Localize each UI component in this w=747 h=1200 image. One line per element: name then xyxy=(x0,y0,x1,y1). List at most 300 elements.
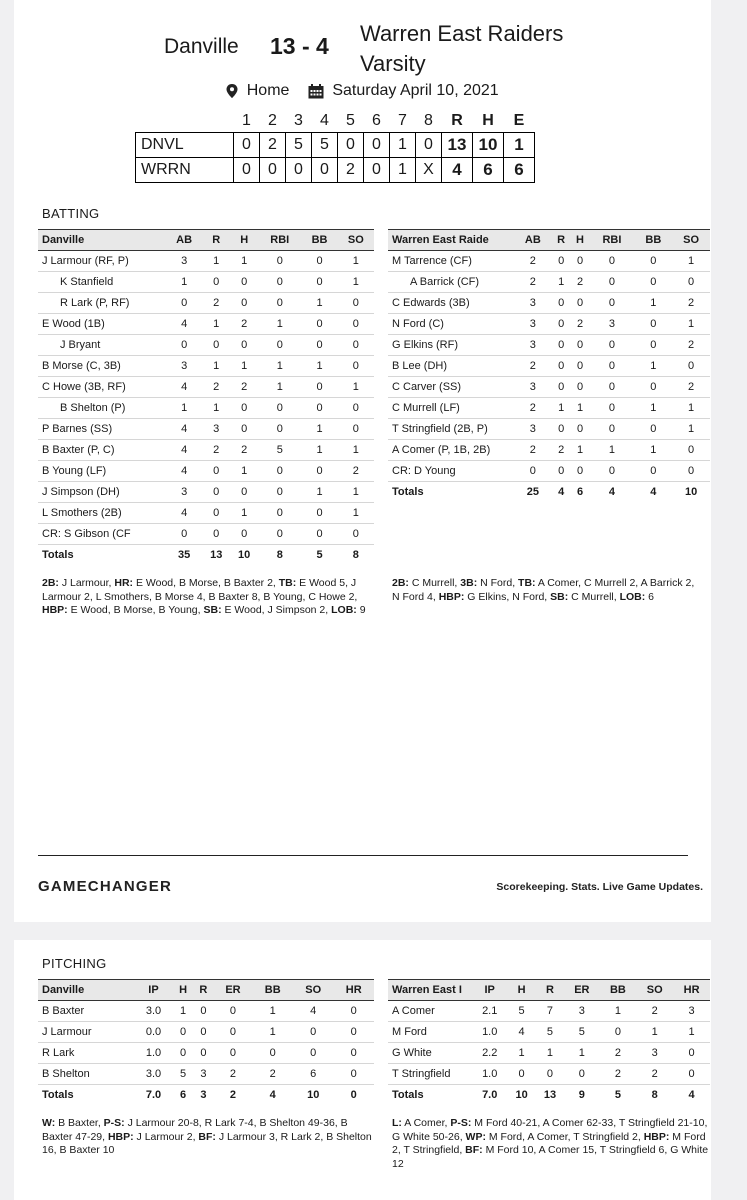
total-cell: 10 xyxy=(672,482,710,503)
stat-column-header: H xyxy=(173,980,193,1001)
player-name: B Lee (DH) xyxy=(388,356,514,377)
stat-cell: 1.0 xyxy=(134,1043,173,1064)
stat-cell: 4 xyxy=(293,1001,334,1022)
stat-column-header: H xyxy=(507,980,535,1001)
stat-cell: 1 xyxy=(589,440,634,461)
stat-cell: 1 xyxy=(301,440,337,461)
away-team-name xyxy=(360,19,660,79)
total-cell: 8 xyxy=(258,545,301,566)
stat-cell: 1 xyxy=(338,251,374,272)
inning-runs: 0 xyxy=(312,157,338,182)
stat-cell: 0 xyxy=(589,377,634,398)
player-row xyxy=(38,1064,374,1085)
note-text: N Ford, xyxy=(477,577,519,589)
table-header-row xyxy=(388,980,710,1001)
stat-cell: 1 xyxy=(672,314,710,335)
stat-column-header: H xyxy=(230,230,258,251)
stat-cell: 0 xyxy=(193,1001,213,1022)
stat-column-header: IP xyxy=(134,980,173,1001)
player-row xyxy=(38,356,374,377)
stat-cell: 0 xyxy=(589,398,634,419)
stat-cell: 0 xyxy=(634,377,672,398)
stat-cell: 2 xyxy=(514,356,552,377)
stat-cell: 1 xyxy=(230,461,258,482)
table-header-row xyxy=(38,980,374,1001)
note-text: M Ford, A Comer, T Stringfield 2, xyxy=(485,1130,644,1143)
stat-column-header: SO xyxy=(293,980,334,1001)
stat-cell: 0 xyxy=(333,1043,374,1064)
note-label: LOB: xyxy=(619,590,646,603)
player-name: C Edwards (3B) xyxy=(388,293,514,314)
table-header-row xyxy=(38,230,374,251)
stat-cell: 0 xyxy=(634,251,672,272)
player-name: A Comer (P, 1B, 2B) xyxy=(388,440,514,461)
stat-cell: 5 xyxy=(564,1022,599,1043)
stat-cell: 3 xyxy=(202,419,230,440)
totals-label: Totals xyxy=(388,1085,472,1106)
player-row xyxy=(388,398,710,419)
stat-cell: 4 xyxy=(166,440,202,461)
hits-header: H xyxy=(482,111,494,129)
stat-cell: 1 xyxy=(166,272,202,293)
linescore-team: WRRN xyxy=(136,157,234,182)
stat-cell: 0 xyxy=(634,314,672,335)
stat-cell: 0 xyxy=(634,419,672,440)
stat-cell: 0 xyxy=(673,1043,710,1064)
linescore-header-row xyxy=(136,110,535,132)
total-errors: 1 xyxy=(504,132,535,157)
player-row xyxy=(38,461,374,482)
stat-cell: 5 xyxy=(258,440,301,461)
stat-cell: 2 xyxy=(600,1043,637,1064)
runs-header: R xyxy=(451,111,463,129)
total-cell: 13 xyxy=(536,1085,564,1106)
stat-cell: 1 xyxy=(338,272,374,293)
stat-cell: 0.0 xyxy=(134,1022,173,1043)
stat-cell: 1 xyxy=(301,482,337,503)
inning-header: 7 xyxy=(398,111,407,129)
stat-cell: 4 xyxy=(166,461,202,482)
away-pitching-table xyxy=(388,979,710,1106)
stat-cell: 2 xyxy=(514,398,552,419)
stat-cell: 0 xyxy=(202,335,230,356)
stat-cell: 1 xyxy=(301,293,337,314)
stat-column-header: AB xyxy=(514,230,552,251)
stat-cell: 0 xyxy=(293,1043,334,1064)
footer-divider xyxy=(38,855,688,856)
note-text: 6 xyxy=(645,590,655,603)
totals-row xyxy=(388,482,710,503)
inning-header: 5 xyxy=(346,111,355,129)
home-batting-table xyxy=(38,229,374,566)
inning-runs: 5 xyxy=(312,132,338,157)
inning-runs: 1 xyxy=(390,157,416,182)
player-row xyxy=(388,293,710,314)
stat-cell: 0 xyxy=(673,1064,710,1085)
away-team-name-line2: Varsity xyxy=(360,51,426,76)
inning-header: 3 xyxy=(294,111,303,129)
player-row xyxy=(38,524,374,545)
inning-runs: 0 xyxy=(338,132,364,157)
stat-cell: 2 xyxy=(214,1064,253,1085)
player-name: B Baxter (P, C) xyxy=(38,440,166,461)
stat-cell: 0 xyxy=(338,524,374,545)
inning-header: 4 xyxy=(320,111,329,129)
stat-cell: 2 xyxy=(571,272,590,293)
stat-cell: 4 xyxy=(166,314,202,335)
stat-cell: 1 xyxy=(564,1043,599,1064)
stat-cell: 0 xyxy=(571,293,590,314)
player-row xyxy=(38,419,374,440)
total-cell: 5 xyxy=(301,545,337,566)
player-row xyxy=(388,272,710,293)
stat-cell: 0 xyxy=(552,251,571,272)
totals-label: Totals xyxy=(38,545,166,566)
stat-cell: 2 xyxy=(636,1064,673,1085)
totals-row xyxy=(38,545,374,566)
stat-cell: 0 xyxy=(672,272,710,293)
total-cell: 9 xyxy=(564,1085,599,1106)
stat-cell: 0 xyxy=(552,356,571,377)
stat-cell: 0 xyxy=(258,461,301,482)
stat-cell: 0 xyxy=(589,356,634,377)
player-name: B Morse (C, 3B) xyxy=(38,356,166,377)
stat-cell: 3 xyxy=(166,482,202,503)
stat-cell: 1 xyxy=(252,1001,292,1022)
stat-cell: 0 xyxy=(564,1064,599,1085)
total-hits: 6 xyxy=(473,157,504,182)
total-cell: 25 xyxy=(514,482,552,503)
stat-cell: 0 xyxy=(230,419,258,440)
totals-row xyxy=(388,1085,710,1106)
player-row xyxy=(388,461,710,482)
total-cell: 6 xyxy=(571,482,590,503)
stat-cell: 0 xyxy=(634,272,672,293)
game-date: Saturday April 10, 2021 xyxy=(332,82,499,99)
stat-cell: 0 xyxy=(301,272,337,293)
stat-cell: 0 xyxy=(258,251,301,272)
note-label: HBP: xyxy=(107,1130,134,1143)
away-pitching-notes xyxy=(392,1117,710,1171)
player-row xyxy=(388,1064,710,1085)
stat-cell: 0 xyxy=(258,293,301,314)
stat-cell: 0 xyxy=(552,461,571,482)
stat-cell: 0 xyxy=(166,335,202,356)
stat-cell: 0 xyxy=(589,461,634,482)
stat-cell: 0 xyxy=(230,524,258,545)
total-cell: 13 xyxy=(202,545,230,566)
inning-runs: 0 xyxy=(364,132,390,157)
total-cell: 7.0 xyxy=(134,1085,173,1106)
game-info xyxy=(14,82,711,100)
inning-header: 2 xyxy=(268,111,277,129)
player-name: J Simpson (DH) xyxy=(38,482,166,503)
note-label: 3B: xyxy=(460,577,478,589)
stat-cell: 0 xyxy=(252,1043,292,1064)
stat-cell: 0 xyxy=(338,293,374,314)
stat-cell: 1 xyxy=(536,1043,564,1064)
inning-runs: 2 xyxy=(338,157,364,182)
stat-cell: 0 xyxy=(214,1043,253,1064)
stat-cell: 1 xyxy=(672,251,710,272)
stat-cell: 0 xyxy=(173,1022,193,1043)
stat-cell: 3 xyxy=(166,356,202,377)
stat-cell: 0 xyxy=(202,461,230,482)
total-cell: 8 xyxy=(338,545,374,566)
home-pitching-table xyxy=(38,979,374,1106)
note-text: C Murrell, xyxy=(408,577,461,589)
stat-column-header: SO xyxy=(338,230,374,251)
stat-cell: 2 xyxy=(672,377,710,398)
total-cell: 4 xyxy=(634,482,672,503)
player-name: T Stringfield (2B, P) xyxy=(388,419,514,440)
stat-cell: 1 xyxy=(338,377,374,398)
stat-cell: 2 xyxy=(230,440,258,461)
stat-cell: 0 xyxy=(258,524,301,545)
linescore-row-away xyxy=(136,157,535,182)
stat-cell: 6 xyxy=(293,1064,334,1085)
stat-cell: 0 xyxy=(338,356,374,377)
stat-cell: 1 xyxy=(202,251,230,272)
stat-cell: 0 xyxy=(258,482,301,503)
stat-cell: 0 xyxy=(301,335,337,356)
total-cell: 4 xyxy=(252,1085,292,1106)
stat-cell: 5 xyxy=(507,1001,535,1022)
player-name: R Lark (P, RF) xyxy=(38,293,166,314)
note-label: L: xyxy=(392,1117,402,1129)
player-row xyxy=(388,377,710,398)
player-row xyxy=(38,314,374,335)
note-text: M Ford 10, A Comer 15, T Stringfield 6, G White 12 xyxy=(392,1144,709,1170)
player-row xyxy=(388,251,710,272)
total-cell: 10 xyxy=(507,1085,535,1106)
stat-cell: 1 xyxy=(634,398,672,419)
note-text: C Murrell, xyxy=(568,590,620,603)
stat-cell: 0 xyxy=(672,440,710,461)
stat-cell: 3 xyxy=(514,314,552,335)
total-cell: 4 xyxy=(673,1085,710,1106)
stat-cell: 4 xyxy=(166,377,202,398)
note-label: TB: xyxy=(518,577,536,589)
stat-cell: 1 xyxy=(552,272,571,293)
total-cell: 5 xyxy=(600,1085,637,1106)
player-name: B Young (LF) xyxy=(38,461,166,482)
stat-cell: 2 xyxy=(230,377,258,398)
note-label: BF: xyxy=(198,1130,216,1143)
stat-cell: 1 xyxy=(202,398,230,419)
stat-cell: 0 xyxy=(173,1043,193,1064)
team-name-header: Warren East I xyxy=(388,980,472,1001)
stat-column-header: BB xyxy=(301,230,337,251)
note-text: J Larmour 20-8, R Lark 7-4, B Shelton 49-36, B Baxter 47-29, xyxy=(42,1117,348,1143)
stat-cell: 0 xyxy=(258,335,301,356)
stat-cell: 3 xyxy=(193,1064,213,1085)
total-errors: 6 xyxy=(504,157,535,182)
note-label: HR: xyxy=(114,577,134,589)
totals-label: Totals xyxy=(388,482,514,503)
player-row xyxy=(38,503,374,524)
stat-cell: 0 xyxy=(193,1043,213,1064)
total-cell: 7.0 xyxy=(472,1085,507,1106)
stat-column-header: SO xyxy=(636,980,673,1001)
stat-cell: 2 xyxy=(672,335,710,356)
stat-cell: 3 xyxy=(166,251,202,272)
stat-cell: 0 xyxy=(258,398,301,419)
note-text: J Larmour 3, R Lark 2, B Shelton 16, B Baxter 10 xyxy=(42,1130,372,1156)
player-name: M Tarrence (CF) xyxy=(388,251,514,272)
player-name: L Smothers (2B) xyxy=(38,503,166,524)
home-batting-notes xyxy=(42,577,372,618)
total-cell: 6 xyxy=(173,1085,193,1106)
stat-column-header: ER xyxy=(214,980,253,1001)
stat-cell: 0 xyxy=(258,503,301,524)
player-name: C Howe (3B, RF) xyxy=(38,377,166,398)
player-row xyxy=(38,1043,374,1064)
stat-cell: 2.1 xyxy=(472,1001,507,1022)
player-row xyxy=(388,1043,710,1064)
stat-cell: 0 xyxy=(552,335,571,356)
stat-cell: 1 xyxy=(258,377,301,398)
player-name: CR: S Gibson (CF xyxy=(38,524,166,545)
stat-cell: 0 xyxy=(507,1064,535,1085)
stat-cell: 3 xyxy=(636,1043,673,1064)
player-row xyxy=(388,419,710,440)
stat-cell: 0 xyxy=(230,398,258,419)
player-name: K Stanfield xyxy=(38,272,166,293)
home-team-name: Danville xyxy=(164,35,239,58)
player-name: A Comer xyxy=(388,1001,472,1022)
stat-cell: 2 xyxy=(672,293,710,314)
player-name: T Stringfield xyxy=(388,1064,472,1085)
stat-cell: 0 xyxy=(301,398,337,419)
stat-cell: 0 xyxy=(589,293,634,314)
stat-cell: 1 xyxy=(301,419,337,440)
stat-cell: 2 xyxy=(514,272,552,293)
stat-cell: 0 xyxy=(536,1064,564,1085)
total-cell: 4 xyxy=(552,482,571,503)
stat-cell: 2 xyxy=(338,461,374,482)
note-label: 2B: xyxy=(392,577,409,589)
stat-cell: 0 xyxy=(193,1022,213,1043)
stat-cell: 0 xyxy=(600,1022,637,1043)
stat-cell: 1 xyxy=(258,356,301,377)
stat-cell: 0 xyxy=(214,1022,253,1043)
stat-column-header: ER xyxy=(564,980,599,1001)
stat-cell: 3 xyxy=(589,314,634,335)
stat-cell: 1 xyxy=(571,398,590,419)
stat-cell: 1 xyxy=(202,314,230,335)
stat-cell: 0 xyxy=(571,335,590,356)
stat-cell: 1 xyxy=(672,419,710,440)
player-row xyxy=(388,440,710,461)
note-text: E Wood, B Morse, B Baxter 2, xyxy=(133,577,279,589)
stat-cell: 0 xyxy=(571,461,590,482)
home-pitching-notes xyxy=(42,1117,372,1158)
inning-runs: 0 xyxy=(416,132,442,157)
stat-column-header: BB xyxy=(252,980,292,1001)
stat-cell: 0 xyxy=(589,251,634,272)
stat-cell: 0 xyxy=(338,314,374,335)
stat-cell: 0 xyxy=(552,419,571,440)
boxscore-page-1 xyxy=(14,0,711,922)
inning-runs: 0 xyxy=(364,157,390,182)
stat-cell: 7 xyxy=(536,1001,564,1022)
stat-cell: 2 xyxy=(252,1064,292,1085)
stat-cell: 0 xyxy=(202,524,230,545)
stat-cell: 1 xyxy=(230,356,258,377)
total-cell: 0 xyxy=(333,1085,374,1106)
player-row xyxy=(38,1001,374,1022)
team-name-header: Danville xyxy=(38,230,166,251)
player-row xyxy=(388,314,710,335)
stat-cell: 1 xyxy=(571,440,590,461)
stat-cell: 0 xyxy=(672,461,710,482)
note-text: A Comer, C Murrell 2, A Barrick 2, N Ford 4, xyxy=(392,577,695,603)
stat-cell: 1 xyxy=(230,503,258,524)
stat-column-header: R xyxy=(202,230,230,251)
total-hits: 10 xyxy=(473,132,504,157)
location-pin-icon xyxy=(226,84,238,98)
note-text: E Wood 5, J Larmour 2, L Smothers, B Morse 4, B Baxter 8, B Young, C Howe 2, xyxy=(42,577,358,603)
stat-cell: 1 xyxy=(636,1022,673,1043)
footer-tagline: Scorekeeping. Stats. Live Game Updates. xyxy=(496,881,703,893)
player-row xyxy=(38,440,374,461)
score-header xyxy=(14,16,711,80)
stat-cell: 1 xyxy=(166,398,202,419)
note-label: HBP: xyxy=(438,590,465,603)
player-name: C Murrell (LF) xyxy=(388,398,514,419)
stat-cell: 0 xyxy=(166,524,202,545)
note-text: J Larmour 2, xyxy=(133,1130,199,1143)
stat-cell: 2 xyxy=(636,1001,673,1022)
stat-cell: 0 xyxy=(293,1022,334,1043)
player-name: N Ford (C) xyxy=(388,314,514,335)
note-label: HBP: xyxy=(643,1130,670,1143)
stat-column-header: SO xyxy=(672,230,710,251)
final-score: 13 - 4 xyxy=(270,33,329,59)
total-runs: 4 xyxy=(442,157,473,182)
stat-cell: 1 xyxy=(634,356,672,377)
note-label: SB: xyxy=(203,604,222,616)
stat-cell: 1 xyxy=(173,1001,193,1022)
pitching-section-title: PITCHING xyxy=(42,956,107,971)
stat-cell: 1 xyxy=(230,251,258,272)
stat-cell: 2 xyxy=(600,1064,637,1085)
stat-cell: 1 xyxy=(672,398,710,419)
inning-runs: 5 xyxy=(286,132,312,157)
stat-cell: 1 xyxy=(252,1022,292,1043)
player-name: R Lark xyxy=(38,1043,134,1064)
stat-column-header: HR xyxy=(673,980,710,1001)
stat-cell: 2 xyxy=(202,293,230,314)
stat-cell: 3 xyxy=(564,1001,599,1022)
stat-cell: 1.0 xyxy=(472,1064,507,1085)
stat-cell: 2 xyxy=(571,314,590,335)
stat-cell: 1 xyxy=(338,503,374,524)
away-team-name-line1: Warren East Raiders xyxy=(360,21,564,46)
inning-runs: 0 xyxy=(234,132,260,157)
inning-header: 6 xyxy=(372,111,381,129)
note-text: A Comer, xyxy=(401,1117,451,1129)
boxscore-page-2 xyxy=(14,940,711,1200)
stat-cell: 0 xyxy=(552,314,571,335)
inning-runs: 1 xyxy=(390,132,416,157)
player-name: J Larmour (RF, P) xyxy=(38,251,166,272)
stat-column-header: RBI xyxy=(589,230,634,251)
stat-cell: 1 xyxy=(507,1043,535,1064)
total-cell: 10 xyxy=(230,545,258,566)
stat-cell: 0 xyxy=(166,293,202,314)
